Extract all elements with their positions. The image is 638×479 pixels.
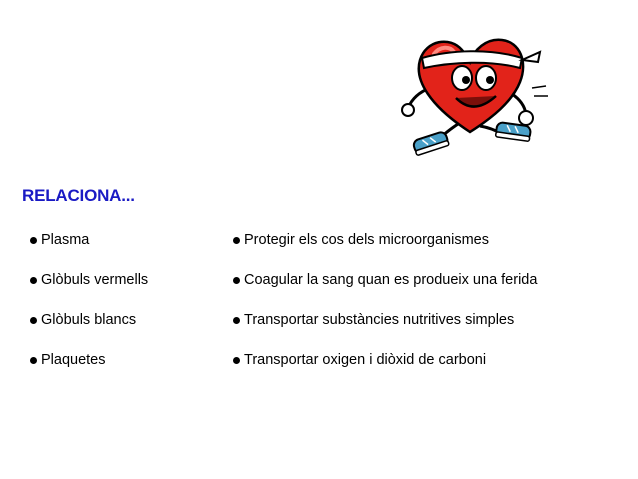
list-item: [233, 349, 537, 389]
list-item: [233, 309, 537, 349]
list-item: [233, 229, 537, 269]
list-item: [30, 349, 148, 389]
list-item-label: Coagular la sang quan es produeix una ferida: [244, 272, 538, 288]
left-list: [30, 229, 148, 389]
bullet-icon: [30, 357, 37, 364]
bullet-icon: [233, 277, 240, 284]
running-heart-icon: [400, 28, 550, 166]
bullet-icon: [233, 317, 240, 324]
slide-title: RELACIONA...: [22, 186, 135, 205]
list-item-label: Plasma: [41, 232, 90, 248]
list-item: [30, 229, 148, 269]
bullet-icon: [30, 317, 37, 324]
right-list: [233, 229, 537, 389]
bullet-icon: [30, 237, 37, 244]
list-item-label: Protegir els cos dels microorganismes: [244, 232, 489, 248]
list-item: [30, 309, 148, 349]
list-item-label: Transportar oxigen i diòxid de carboni: [244, 352, 487, 368]
list-item-label: Glòbuls vermells: [41, 272, 149, 288]
list-item-label: Transportar substàncies nutritives simples: [244, 312, 515, 328]
list-item: [233, 269, 537, 309]
bullet-icon: [233, 237, 240, 244]
list-item: [30, 269, 148, 309]
bullet-icon: [233, 357, 240, 364]
list-item-label: Glòbuls blancs: [41, 312, 137, 328]
list-item-label: Plaquetes: [41, 352, 106, 368]
bullet-icon: [30, 277, 37, 284]
